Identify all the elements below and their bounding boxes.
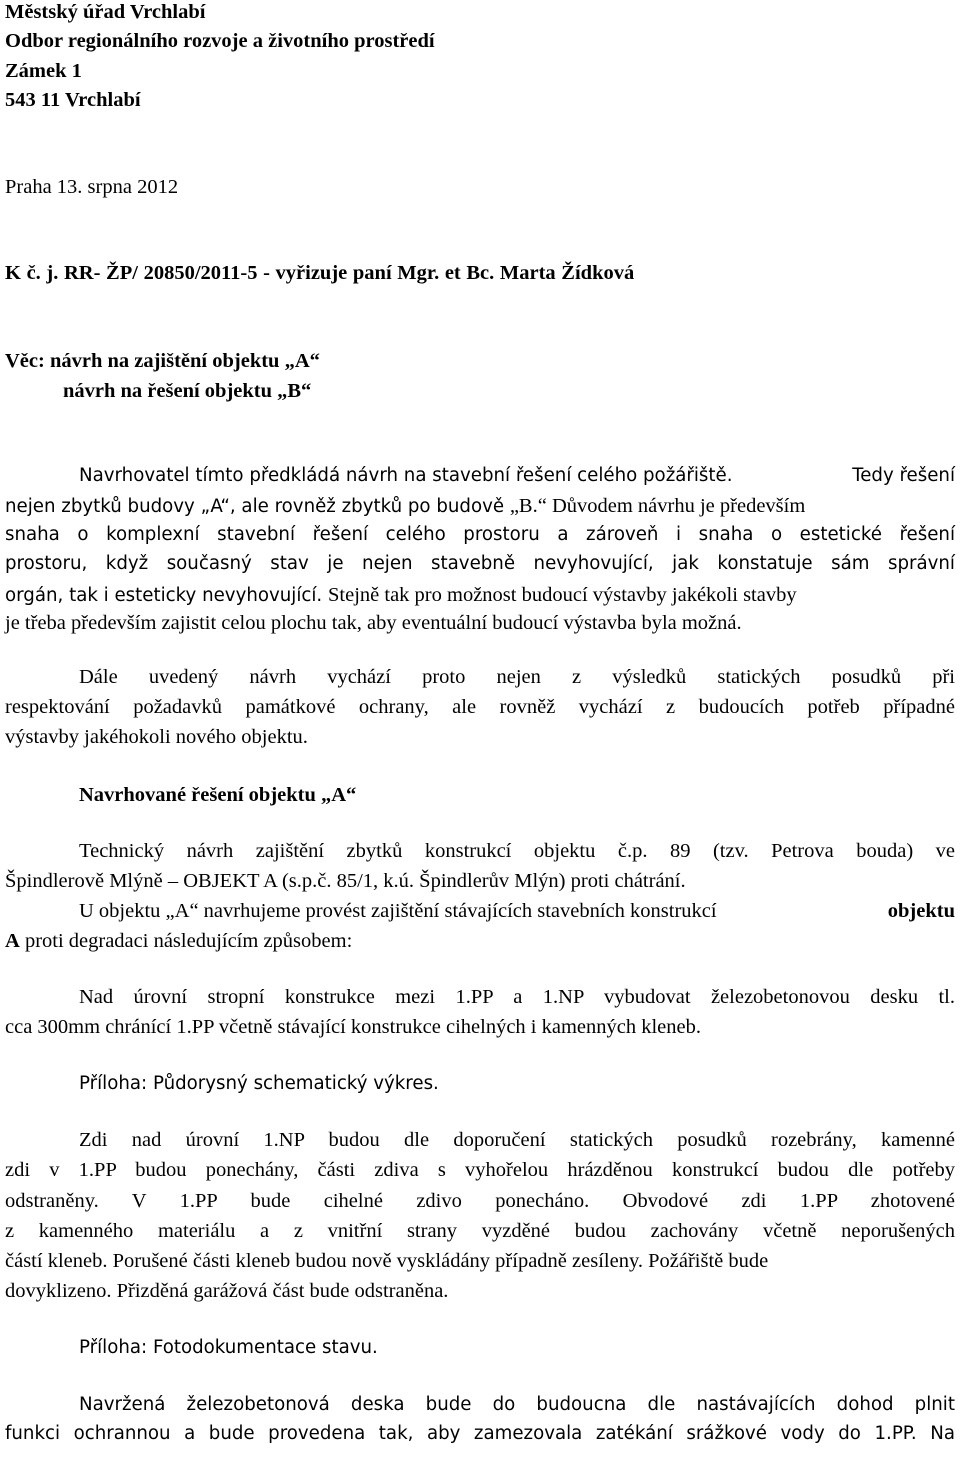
paragraph-4-line-1: Nad úrovní stropní konstrukce mezi 1.PP a 1.NP vybudovat železobetonovou desku tl. [79, 986, 955, 1008]
attachment-note-2: Příloha: Fotodokumentace stavu. [79, 1337, 378, 1358]
subject-line-1: Věc: návrh na zajištění objektu „A“ [5, 350, 320, 372]
paragraph-2-line-1: Dále uvedený návrh vychází proto nejen z výsledků statických posudků při [79, 666, 955, 688]
paragraph-3-line-1: Technický návrh zajištění zbytků konstrukcí objektu č.p. 89 (tzv. Petrova bouda) ve [79, 840, 955, 862]
paragraph-3-line-2: Špindlerově Mlýně – OBJEKT A (s.p.č. 85/1, k.ú. Špindlerův Mlýn) proti chátrání. [5, 870, 686, 892]
subject-line-2: návrh na řešení objektu „B“ [63, 380, 312, 402]
paragraph-3-line-3: U objektu „A“ navrhujeme provést zajištění stávajících stavebních konstrukcí objektu [79, 900, 955, 922]
section-heading-a: Navrhované řešení objektu „A“ [79, 784, 357, 806]
paragraph-5-line-5: částí kleneb. Porušené části kleneb budou nově vyskládány případně zesíleny. Požářiště bude [5, 1250, 769, 1272]
paragraph-6-line-2: funkci ochrannou a bude provedena tak, aby zamezovala zatékání srážkové vody do 1.PP. Na [5, 1423, 955, 1444]
paragraph-2-line-2: respektování požadavků památkové ochrany, ale rovněž vychází z budoucích potřeb případné [5, 696, 955, 718]
attachment-note-1: Příloha: Půdorysný schematický výkres. [79, 1073, 439, 1094]
addressee-office: Městský úřad Vrchlabí [5, 1, 206, 23]
addressee-city: 543 11 Vrchlabí [5, 89, 141, 111]
paragraph-5-line-1: Zdi nad úrovní 1.NP budou dle doporučení statických posudků rozebrány, kamenné [79, 1129, 955, 1151]
paragraph-1-line-1: Navrhovatel tímto předkládá návrh na stavební řešení celého požářiště. Tedy řešení [79, 465, 955, 486]
paragraph-6-line-1: Navržená železobetonová deska bude do budoucna dle nastávajících dohod plnit [79, 1394, 955, 1415]
paragraph-3-line-4: A proti degradaci následujícím způsobem: [5, 930, 353, 952]
paragraph-5-line-2: zdi v 1.PP budou ponechány, části zdiva s vyhořelou hrázděnou konstrukcí budou dle potřeby [5, 1159, 955, 1181]
paragraph-2-line-3: výstavby jakéhokoli nového objektu. [5, 726, 308, 748]
paragraph-1-line-2: nejen zbytků budovy „A“, ale rovněž zbytků po budově „B.“ Důvodem návrhu je především [5, 495, 806, 517]
letter-date: Praha 13. srpna 2012 [5, 176, 179, 198]
paragraph-1-line-3: snaha o komplexní stavební řešení celého prostoru a zároveň i snaha o estetické řešení [5, 524, 955, 545]
paragraph-4-line-2: cca 300mm chránící 1.PP včetně stávající konstrukce cihelných i kamenných kleneb. [5, 1016, 702, 1038]
paragraph-1-line-4: prostoru, když současný stav je nejen stavebně nevyhovující, jak konstatuje sám správní [5, 553, 955, 574]
paragraph-1-line-6: je třeba především zajistit celou plochu tak, aby eventuální budoucí výstavba byla možná. [5, 612, 742, 634]
paragraph-1-line-5: orgán, tak i esteticky nevyhovující. Stejně tak pro možnost budoucí výstavby jakékoli stavby [5, 584, 797, 606]
paragraph-5-line-3: odstraněny. V 1.PP bude cihelné zdivo ponecháno. Obvodové zdi 1.PP zhotovené [5, 1190, 955, 1212]
addressee-street: Zámek 1 [5, 60, 82, 82]
paragraph-5-line-4: z kamenného materiálu a z vnitřní strany vyzděné budou zachovány včetně neporušených [5, 1220, 955, 1242]
paragraph-5-line-6: dovyklizeno. Přizděná garážová část bude odstraněna. [5, 1280, 449, 1302]
reference-number: K č. j. RR- ŽP/ 20850/2011-5 - vyřizuje paní Mgr. et Bc. Marta Žídková [5, 262, 635, 284]
addressee-department: Odbor regionálního rozvoje a životního prostředí [5, 30, 435, 52]
